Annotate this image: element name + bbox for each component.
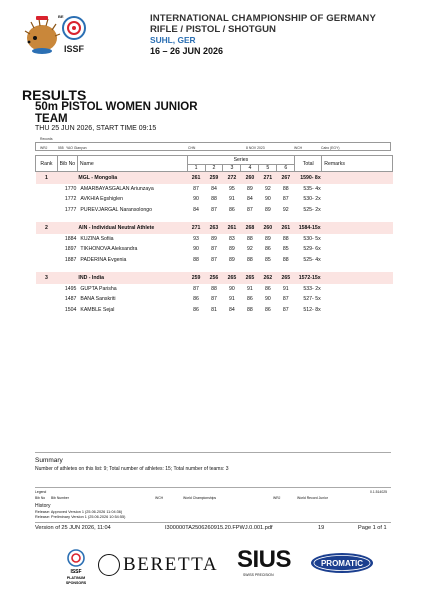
team-series-score: 271 <box>187 222 205 234</box>
athlete-rank <box>36 305 58 316</box>
issf-logo-text: ISSF <box>63 44 85 54</box>
athlete-total: 535- 4x <box>303 185 321 192</box>
sius-tagline: SWISS PRECISION <box>243 573 274 577</box>
issf-platinum-sponsors-logo <box>62 548 90 586</box>
team-bib <box>57 222 77 234</box>
athlete-bib: 1772 <box>64 196 77 203</box>
athlete-total: 512- 8x <box>303 306 321 313</box>
athlete-series-score: 89 <box>247 185 253 192</box>
legend-divider <box>35 487 391 488</box>
team-series-score: 268 <box>241 222 259 234</box>
team-bib <box>57 272 77 284</box>
athlete-series-score: 88 <box>193 256 199 263</box>
athlete-series-score: 95 <box>229 185 235 192</box>
record-holder: YAO Gianyun <box>66 145 87 150</box>
championship-logo <box>22 12 90 64</box>
athlete-row <box>36 244 393 255</box>
legend-abbr: Bib No <box>35 496 46 500</box>
athlete-series-score: 87 <box>282 306 289 313</box>
results-body <box>36 172 393 322</box>
team-series-score: 260 <box>259 222 277 234</box>
athlete-remarks <box>322 305 393 316</box>
summary-divider <box>35 452 391 453</box>
records-row <box>35 142 391 151</box>
series-col-4: 4 <box>241 164 259 172</box>
legend-desc: World Championships <box>183 496 217 500</box>
athlete-series-score: 89 <box>229 256 235 263</box>
athlete-remarks <box>322 205 393 216</box>
athlete-series-score: 87 <box>211 256 217 263</box>
athlete-row <box>36 305 393 316</box>
team-series-score: 265 <box>241 272 259 284</box>
athlete-series-score: 87 <box>282 196 289 203</box>
athlete-total: 533- 2x <box>303 285 321 292</box>
athlete-series-score: 85 <box>282 246 289 253</box>
records-heading: Records <box>40 137 53 141</box>
athlete-name: PADERINA Evgenia <box>80 256 127 263</box>
team-bib <box>57 172 77 184</box>
team-series-score: 259 <box>187 272 205 284</box>
athlete-rank <box>36 205 58 216</box>
athlete-series-score: 90 <box>264 296 271 303</box>
team-series-score: 265 <box>277 272 295 284</box>
page-number: 19 <box>318 525 325 531</box>
document-code: I300000TA2506260915.20.FPWJ.0.001.pdf <box>165 525 273 531</box>
legend-desc: Bib Number <box>51 496 69 500</box>
team-remarks <box>322 272 393 284</box>
athlete-name: KAMBLE Sejal <box>80 306 115 313</box>
team-series-score: 256 <box>205 272 223 284</box>
athlete-row <box>36 284 393 295</box>
athlete-remarks <box>322 284 393 295</box>
team-series-score: 261 <box>277 222 295 234</box>
athlete-series-score: 87 <box>211 206 217 213</box>
athlete-remarks <box>322 294 393 305</box>
athlete-series-score: 86 <box>193 306 199 313</box>
athlete-series-score: 84 <box>211 185 217 192</box>
athlete-name: GUPTA Parisha <box>80 285 117 292</box>
athlete-rank <box>36 284 58 295</box>
athlete-series-score: 92 <box>282 206 289 213</box>
athlete-series-score: 88 <box>211 285 217 292</box>
athlete-name: AVKHIA Egshiglen <box>80 196 123 203</box>
athlete-series-score: 88 <box>211 196 217 203</box>
athlete-remarks <box>322 255 393 266</box>
athlete-bib: 1887 <box>64 256 77 263</box>
record-place: Cairo (EGY) <box>321 145 340 150</box>
team-row <box>36 272 393 284</box>
athlete-series-score: 89 <box>229 246 235 253</box>
athlete-remarks <box>322 194 393 205</box>
legend-desc: World Record Junior <box>297 496 328 500</box>
athlete-series-score: 92 <box>264 185 271 192</box>
athlete-name: TIKHONOVA Aleksandra <box>80 246 138 253</box>
summary-text: Number of athletes on this list: 9; Total number of athletes: 15; Total number of teams: 3 <box>35 466 229 472</box>
series-col-6: 6 <box>277 164 295 172</box>
athlete-series-score: 84 <box>229 306 235 313</box>
record-date: 8 NOV 2023 <box>246 145 265 150</box>
page-heading: RESULTS <box>22 87 87 103</box>
team-rank: 3 <box>36 272 58 284</box>
championship-dates: 16 – 26 JUN 2026 <box>150 46 224 56</box>
record-code: WRJ <box>40 145 48 150</box>
athlete-series-score: 86 <box>264 306 271 313</box>
athlete-row <box>36 205 393 216</box>
page-count: Page 1 of 1 <box>358 525 387 531</box>
event-name: 50m PISTOL WOMEN JUNIOR <box>35 101 198 113</box>
athlete-bib: 1495 <box>64 285 77 292</box>
athlete-total: 525- 4x <box>303 256 321 263</box>
athlete-rank <box>36 234 58 245</box>
rank-header: Rank <box>36 156 58 172</box>
team-total: 1590- 8x <box>295 172 322 184</box>
sius-logo <box>237 546 292 577</box>
athlete-series-score: 88 <box>282 256 289 263</box>
athlete-series-score: 87 <box>211 246 217 253</box>
remarks-header: Remarks <box>322 156 393 172</box>
athlete-series-score: 90 <box>229 285 235 292</box>
athlete-bib: 1487 <box>64 296 77 303</box>
history-heading: History <box>35 503 51 509</box>
issf-sponsor-text: ISSF <box>70 569 82 575</box>
beretta-logo <box>98 550 218 580</box>
team-series-score: 260 <box>241 172 259 184</box>
name-header: Name <box>77 156 187 172</box>
athlete-series-score: 85 <box>264 256 271 263</box>
athlete-row <box>36 234 393 245</box>
team-series-score: 261 <box>187 172 205 184</box>
team-rank: 2 <box>36 222 58 234</box>
athlete-series-score: 88 <box>247 306 253 313</box>
championship-disciplines: RIFLE / PISTOL / SHOTGUN <box>150 24 276 35</box>
athlete-series-score: 86 <box>247 296 253 303</box>
series-col-2: 2 <box>205 164 223 172</box>
event-category: TEAM <box>35 113 68 125</box>
athlete-series-score: 88 <box>247 256 253 263</box>
history-line: Release: Preliminary Version 1 (25.06.2026 10:54:55) <box>35 515 126 519</box>
athlete-series-score: 93 <box>193 235 199 242</box>
athlete-rank <box>36 194 58 205</box>
team-series-score: 263 <box>205 222 223 234</box>
team-name: AIN - Individual Neutral Athlete <box>77 222 187 234</box>
team-series-score: 265 <box>223 272 241 284</box>
athlete-series-score: 91 <box>229 296 235 303</box>
athlete-row <box>36 184 393 195</box>
logo-year-text: BE <box>58 14 64 19</box>
championship-title: INTERNATIONAL CHAMPIONSHIP OF GERMANY <box>150 13 376 24</box>
athlete-series-score: 87 <box>193 185 199 192</box>
sponsors-text: SPONSORS <box>65 581 87 585</box>
beretta-wordmark: BERETTA <box>123 554 219 575</box>
athlete-name: KUZINA Sofiia <box>80 235 114 242</box>
athlete-total: 527- 5x <box>303 296 321 303</box>
athlete-total: 529- 6x <box>303 246 321 253</box>
team-gap <box>36 315 393 322</box>
athlete-row <box>36 294 393 305</box>
athlete-remarks <box>322 234 393 245</box>
athlete-series-score: 91 <box>229 196 235 203</box>
legend-heading: Legend <box>35 490 47 494</box>
team-series-score: 262 <box>259 272 277 284</box>
athlete-row <box>36 194 393 205</box>
athlete-rank <box>36 294 58 305</box>
athlete-series-score: 88 <box>247 235 253 242</box>
athlete-bib: 1884 <box>64 235 77 242</box>
sius-wordmark: SIUS <box>237 546 292 573</box>
promatic-wordmark: PROMATIC <box>320 559 364 568</box>
legend-abbr: WRJ <box>273 496 281 500</box>
promatic-logo <box>310 552 374 574</box>
legend-code: 0.1.514025 <box>370 490 387 494</box>
athlete-rank <box>36 184 58 195</box>
athlete-series-score: 90 <box>264 196 271 203</box>
team-rank: 1 <box>36 172 58 184</box>
athlete-series-score: 91 <box>282 285 289 292</box>
athlete-series-score: 89 <box>264 206 271 213</box>
footer-divider <box>35 522 391 523</box>
athlete-series-score: 86 <box>229 206 235 213</box>
team-series-score: 271 <box>259 172 277 184</box>
beretta-emblem-icon <box>98 554 120 576</box>
athlete-series-score: 88 <box>282 235 289 242</box>
history-line: Release: Approved Version 1 (25.06.2026 11:04:36) <box>35 510 123 514</box>
team-gap-cell <box>36 315 393 322</box>
record-competition: WCH <box>294 145 303 150</box>
athlete-total: 530- 5x <box>303 235 321 242</box>
athlete-remarks <box>322 244 393 255</box>
athlete-series-score: 81 <box>211 306 217 313</box>
series-col-5: 5 <box>259 164 277 172</box>
athlete-rank <box>36 255 58 266</box>
athlete-series-score: 86 <box>264 246 271 253</box>
athlete-bib: 1777 <box>64 206 77 213</box>
team-remarks <box>322 222 393 234</box>
team-series-score: 272 <box>223 172 241 184</box>
team-row <box>36 172 393 184</box>
athlete-bib: 1897 <box>64 246 77 253</box>
results-table <box>35 155 393 322</box>
athlete-series-score: 87 <box>193 285 199 292</box>
version-text: Version of 25 JUN 2026, 11:04 <box>35 525 111 531</box>
athlete-name: PUREVJARGAL Naransolongo <box>80 206 152 213</box>
championship-place: SUHL, GER <box>150 35 196 45</box>
athlete-bib: 1770 <box>64 185 77 192</box>
athlete-bib: 1504 <box>64 306 77 313</box>
athlete-series-score: 92 <box>247 246 253 253</box>
athlete-total: 525- 2x <box>303 206 321 213</box>
athlete-rank <box>36 244 58 255</box>
team-row <box>36 222 393 234</box>
team-total: 1584-15x <box>295 222 322 234</box>
athlete-series-score: 86 <box>264 285 271 292</box>
athlete-remarks <box>322 184 393 195</box>
series-col-1: 1 <box>187 164 205 172</box>
team-series-score: 261 <box>223 222 241 234</box>
athlete-series-score: 87 <box>247 206 253 213</box>
athlete-series-score: 84 <box>193 206 199 213</box>
athlete-series-score: 90 <box>193 246 199 253</box>
athlete-series-score: 91 <box>247 285 253 292</box>
athlete-series-score: 87 <box>211 296 217 303</box>
athlete-series-score: 88 <box>282 185 289 192</box>
athlete-series-score: 89 <box>264 235 271 242</box>
total-header: Total <box>295 156 322 172</box>
team-name: MGL - Mongolia <box>77 172 187 184</box>
athlete-series-score: 86 <box>193 296 199 303</box>
athlete-series-score: 90 <box>193 196 199 203</box>
series-col-3: 3 <box>223 164 241 172</box>
series-header: Series <box>187 156 295 165</box>
team-name: IND - India <box>77 272 187 284</box>
athlete-series-score: 89 <box>211 235 217 242</box>
summary-heading: Summary <box>35 457 63 464</box>
record-score: 555 <box>58 145 64 150</box>
athlete-series-score: 83 <box>229 235 235 242</box>
team-total: 1572-15x <box>295 272 322 284</box>
bib-header: Bib No <box>57 156 77 172</box>
athlete-row <box>36 255 393 266</box>
team-series-score: 259 <box>205 172 223 184</box>
team-series-score: 267 <box>277 172 295 184</box>
platinum-text: PLATINUM <box>66 576 86 580</box>
athlete-name: AMARBAYASGALAN Ariunzaya <box>80 185 154 192</box>
athlete-series-score: 84 <box>247 196 253 203</box>
athlete-total: 530- 2x <box>303 196 321 203</box>
athlete-name: BANA Sanskriti <box>80 296 116 303</box>
event-datetime: THU 25 JUN 2026, START TIME 09:15 <box>35 125 157 132</box>
legend-abbr: WCH <box>155 496 164 500</box>
team-remarks <box>322 172 393 184</box>
record-nation: CHN <box>188 145 196 150</box>
athlete-series-score: 87 <box>282 296 289 303</box>
